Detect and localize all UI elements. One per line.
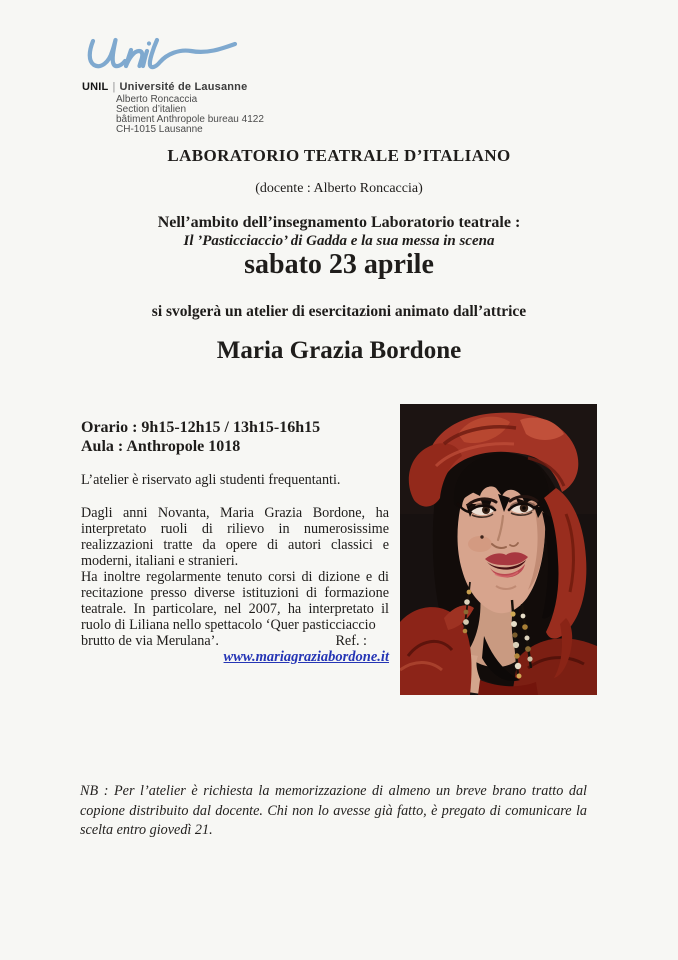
unil-university-name: Université de Lausanne xyxy=(119,81,248,93)
address-line: CH-1015 Lausanne xyxy=(116,124,203,135)
unil-wordmark-bold: UNIL xyxy=(82,81,109,93)
reference-label: Ref. : xyxy=(335,633,367,649)
bio-paragraph-2-end: brutto de via Merulana’. xyxy=(81,633,219,649)
lead-line: si svolgerà un atelier di esercitazioni animato dall’attrice xyxy=(151,303,527,320)
address-line: Section d’italien xyxy=(116,104,187,115)
unil-logo-script-icon xyxy=(82,36,264,78)
address-line: Alberto Roncaccia xyxy=(116,94,198,105)
portrait-photo-art xyxy=(400,404,597,695)
website-link[interactable]: www.mariagraziabordone.it xyxy=(223,649,389,665)
bio-text xyxy=(81,505,389,633)
docente-line: (docente : Alberto Roncaccia) xyxy=(255,181,423,196)
unil-address-block xyxy=(116,95,264,135)
details-column xyxy=(81,418,389,666)
unil-wordmark-separator: | xyxy=(112,81,116,93)
schedule-line: Orario : 9h15-12h15 / 13h15-16h15 xyxy=(81,419,321,436)
bio-paragraph-1: Dagli anni Novanta, Maria Grazia Bordone, ha interpretato ruoli di rilievo in numerosissime realizzazioni tratte da opere di autori classici e moderni, italiani e stranieri. xyxy=(81,505,389,569)
unil-wordmark xyxy=(82,81,264,93)
page-title: LABORATORIO TEATRALE D’ITALIANO xyxy=(167,146,511,165)
restriction-line: L’atelier è riservato agli studenti frequentanti. xyxy=(81,472,341,488)
course-work-title: Il ’Pasticciaccio’ di Gadda e la sua messa in scena xyxy=(183,233,495,249)
nb-note: NB : Per l’atelier è richiesta la memorizzazione di almeno un breve brano tratto dal copione distribuito dal docente. Chi non lo avesse già fatto, è pregato di comunicare la scelta entro giovedì 21. xyxy=(80,783,587,839)
bio-paragraph-2: Ha inoltre regolarmente tenuto corsi di dizione e di recitazione presso diverse istituzioni di formazione teatrale. In particolare, nel 2007, ha interpretato il ruolo di Liliana nello spettacolo ‘Quer pasticciaccio xyxy=(81,569,389,633)
actress-name: Maria Grazia Bordone xyxy=(216,337,462,364)
portrait-photo xyxy=(400,404,597,695)
event-date: sabato 23 aprile xyxy=(244,249,434,280)
address-line: bâtiment Anthropole bureau 4122 xyxy=(116,114,264,125)
bio-last-line xyxy=(81,633,389,649)
room-line: Aula : Anthropole 1018 xyxy=(81,438,241,455)
unil-logo xyxy=(82,36,264,135)
course-context: Nell’ambito dell’insegnamento Laboratorio teatrale : xyxy=(157,214,521,231)
